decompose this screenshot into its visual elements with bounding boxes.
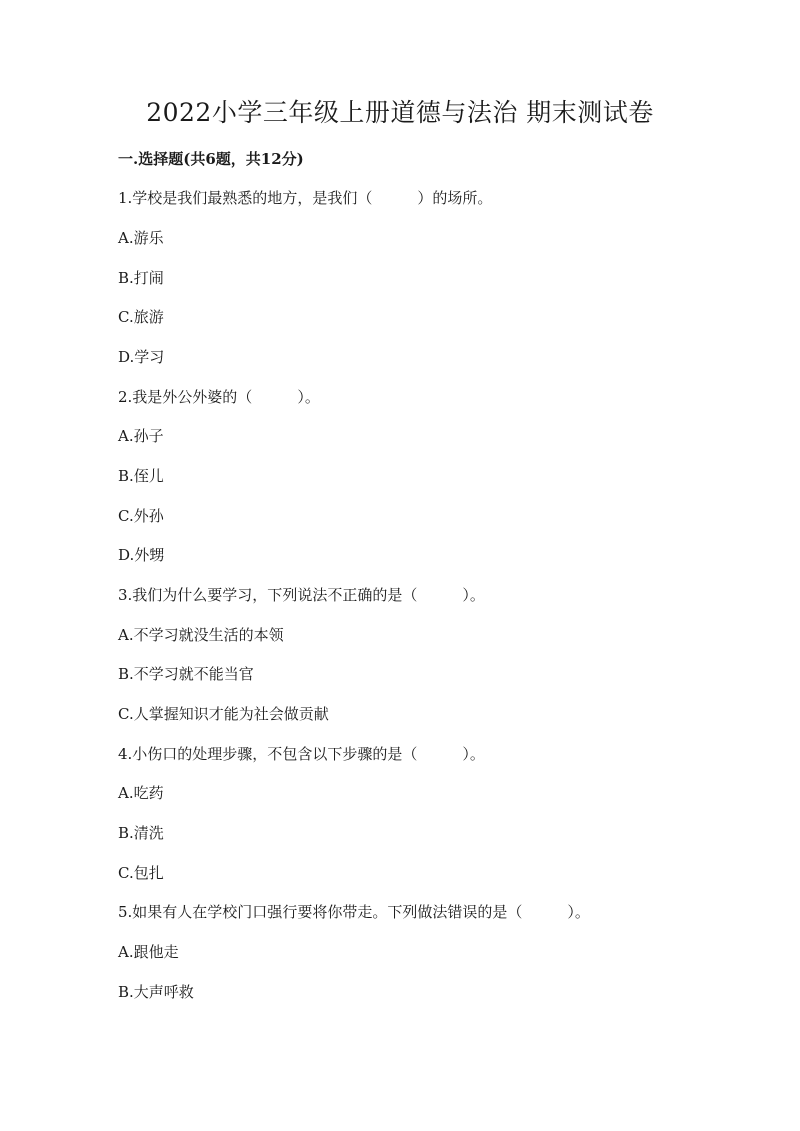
section-heading: 一.选择题(共6题，共12分) [118, 150, 304, 168]
question-1-option-b: B.打闹 [118, 269, 164, 287]
question-2-option-d: D.外甥 [118, 546, 165, 564]
question-stem-1: 1.学校是我们最熟悉的地方，是我们（ ）的场所。 [118, 189, 493, 207]
question-3-option-b: B.不学习就不能当官 [118, 665, 254, 683]
question-5-option-a: A.跟他走 [118, 943, 179, 961]
question-3-option-c: C.人掌握知识才能为社会做贡献 [118, 705, 329, 723]
question-1-option-c: C.旅游 [118, 308, 164, 326]
question-2-option-a: A.孙子 [118, 427, 164, 445]
question-stem-2: 2.我是外公外婆的（ ）。 [118, 388, 320, 406]
exam-title: 2022小学三年级上册道德与法治 期末测试卷 [146, 98, 654, 127]
question-2-option-b: B.侄儿 [118, 467, 164, 485]
question-2-option-c: C.外孙 [118, 507, 164, 525]
question-3-option-a: A.不学习就没生活的本领 [118, 626, 284, 644]
question-stem-5: 5.如果有人在学校门口强行要将你带走。下列做法错误的是（ ）。 [118, 903, 590, 921]
question-stem-4: 4.小伤口的处理步骤，不包含以下步骤的是（ ）。 [118, 745, 485, 763]
question-5-option-b: B.大声呼救 [118, 983, 194, 1001]
question-4-option-b: B.清洗 [118, 824, 164, 842]
question-1-option-a: A.游乐 [118, 229, 164, 247]
question-4-option-c: C.包扎 [118, 864, 164, 882]
question-4-option-a: A.吃药 [118, 784, 164, 802]
question-stem-3: 3.我们为什么要学习，下列说法不正确的是（ ）。 [118, 586, 485, 604]
question-1-option-d: D.学习 [118, 348, 165, 366]
